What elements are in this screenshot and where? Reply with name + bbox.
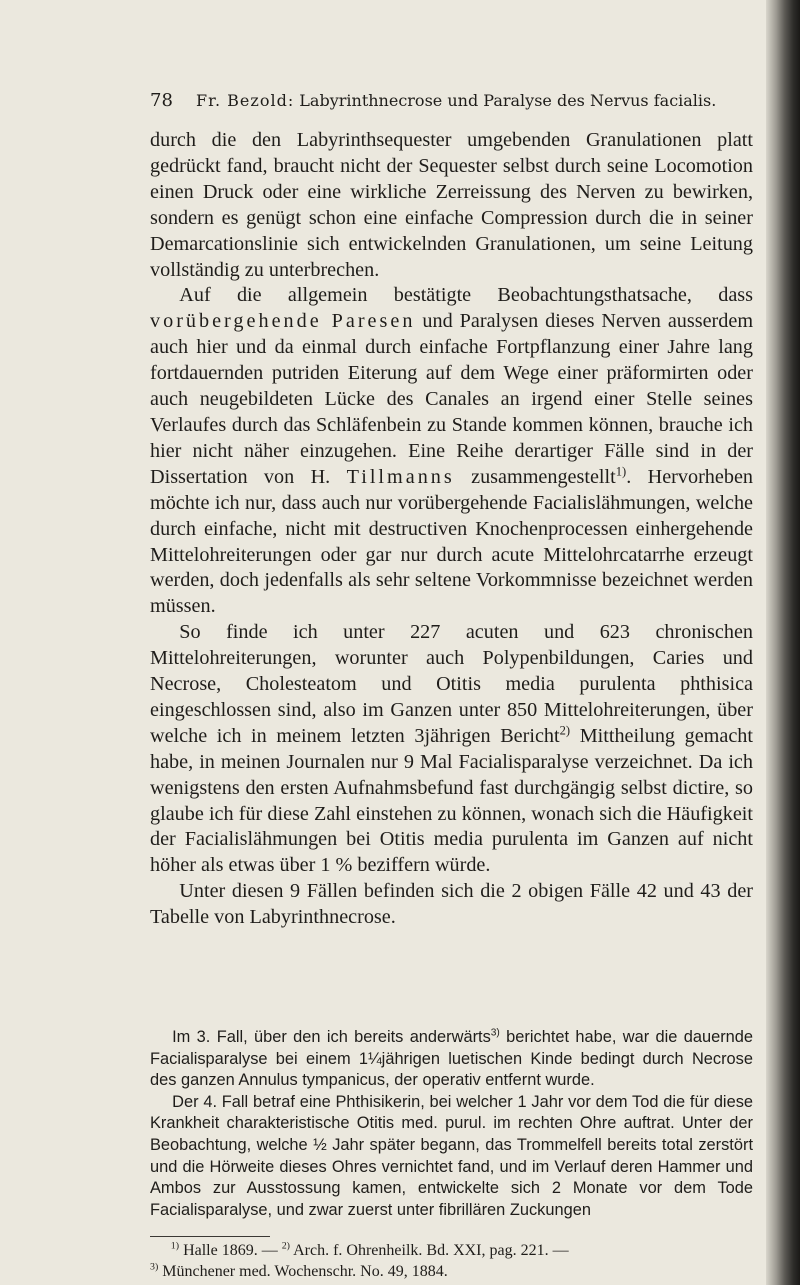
footnote-mark-1: 1) bbox=[170, 1240, 180, 1252]
paragraph-2 bbox=[150, 283, 753, 620]
header-author: Fr. Bezold: bbox=[196, 91, 295, 110]
emphasis-transient-paresis: vorübergehende Paresen bbox=[150, 310, 416, 333]
footnote-mark-3: 3) bbox=[150, 1261, 159, 1273]
footnote-line-2 bbox=[150, 1261, 753, 1282]
footnote-2: Arch. f. Ohrenheilk. Bd. XXI, pag. 221. — bbox=[293, 1242, 569, 1259]
footnote-mark-2: 2) bbox=[281, 1240, 290, 1252]
footnote-ref-2[interactable]: 2) bbox=[559, 723, 571, 738]
paragraph-3 bbox=[150, 620, 753, 879]
page-number: 78 bbox=[150, 90, 173, 111]
paragraph-2-part-b: und Paralysen dieses Nerven ausserdem auch hier und da einmal durch einfache Fortpflanzung einer Jahre lang fortdauernden putriden Eiterung auf dem Wege einer präformirten oder auch neugebildeten Lücke des Canales an irgend einer Stelle seines Verlaufes durch das Schläfenbein zu Stande kommen können, brauche ich hier nicht näher einzugehen. Eine Reihe derartiger Fälle sind in der Dissertation von H. bbox=[150, 310, 754, 488]
case-note-3-part-b: berichtet habe, war die dauernde Facialisparalyse bei einem 1¼jährigen luetischen Kinde bedingt durch Necrose des ganzen Annulus tympanicus, der operativ entfernt wurde. bbox=[150, 1028, 753, 1090]
paragraph-3-part-a: So finde ich unter 227 acuten und 623 chronischen Mittelohreiterungen, worunter auch Polypenbildungen, Caries und Necrose, Cholesteatom und Otitis media purulenta phthisica eingeschlossen sind, also im Ganzen unter 850 Mittelohreiterungen, über welche ich in meinem letzten 3jährigen Bericht bbox=[150, 621, 753, 747]
paragraph-2-part-d: . Hervorheben möchte ich nur, dass auch nur vorübergehende Facialislähmungen, welche durch einfache, nicht mit destructiven Knochenprocessen einhergehende Mittelohreiterungen oder gar nur durch acute Mittelohrcatarrhe erzeugt werden, doch jedenfalls als sehr seltene Vorkommnisse bezeichnet werden müssen. bbox=[150, 465, 753, 618]
footnote-line-1 bbox=[150, 1240, 753, 1261]
page-binding-edge bbox=[766, 0, 800, 1285]
footnote-ref-3[interactable]: 3) bbox=[490, 1027, 500, 1039]
case-note-3 bbox=[150, 1027, 753, 1092]
paragraph-3-part-b: Mittheilung gemacht habe, in meinen Journalen nur 9 Mal Facialisparalyse verzeichnet. Da ich wenigstens den ersten Aufnahmsbefund fast durchgängig selbst dictire, so glaube ich für diese Zahl einstehen zu können, wonach sich die Häufigkeit der Facialislähmungen bei Otitis media purulenta im Ganzen auf nicht höher als etwas über 1 % beziffern würde. bbox=[150, 724, 753, 877]
paragraph-2-part-c: zusammengestellt bbox=[471, 465, 616, 488]
footnotes bbox=[150, 1240, 753, 1282]
case-notes bbox=[150, 1027, 753, 1221]
author-name-tillmanns: Tillmanns bbox=[346, 465, 455, 488]
case-note-3-part-a: Im 3. Fall, über den ich bereits anderwärts bbox=[172, 1028, 491, 1046]
paragraph-1: durch die den Labyrinthsequester umgebenden Granulationen platt gedrückt fand, braucht nicht der Sequester selbst durch seine Locomotion einen Druck oder eine wirkliche Zerreissung des Nerven zu bewirken, sondern es genügt schon eine einfache Compression durch die in seiner Demarcationslinie sich entwickelnden Granulationen, um seine Leitung vollständig zu unterbrechen. bbox=[150, 129, 753, 281]
case-note-4: Der 4. Fall betraf eine Phthisikerin, bei welcher 1 Jahr vor dem Tod die für diese Krankheit charakteristische Otitis med. purul. im rechten Ohre auftrat. Unter der Beobachtung, welche ½ Jahr später begann, das Trommelfell bereits total zerstört und die Hörweite dieses Ohres vernichtet fand, und im Verlauf deren Hammer und Ambos zur Ausstossung kamen, entwickelte sich 2 Monate vor dem Tode Facialisparalyse, und zwar zuerst unter fibrillären Zuckungen bbox=[150, 1092, 753, 1219]
paragraph-4: Unter diesen 9 Fällen befinden sich die 2 obigen Fälle 42 und 43 der Tabelle von Labyrinthnecrose. bbox=[150, 880, 753, 929]
paragraph-2-part-a: Auf die allgemein bestätigte Beobachtungsthatsache, dass bbox=[179, 284, 753, 307]
footnote-1: Halle 1869. — bbox=[183, 1242, 278, 1259]
footnote-ref-1[interactable]: 1) bbox=[615, 464, 627, 479]
footnote-3: Münchener med. Wochenschr. No. 49, 1884. bbox=[162, 1263, 448, 1280]
header-title: Labyrinthnecrose und Paralyse des Nervus facialis. bbox=[299, 91, 717, 110]
running-header bbox=[150, 90, 750, 111]
footnote-divider bbox=[150, 1236, 270, 1237]
main-text bbox=[150, 128, 753, 931]
